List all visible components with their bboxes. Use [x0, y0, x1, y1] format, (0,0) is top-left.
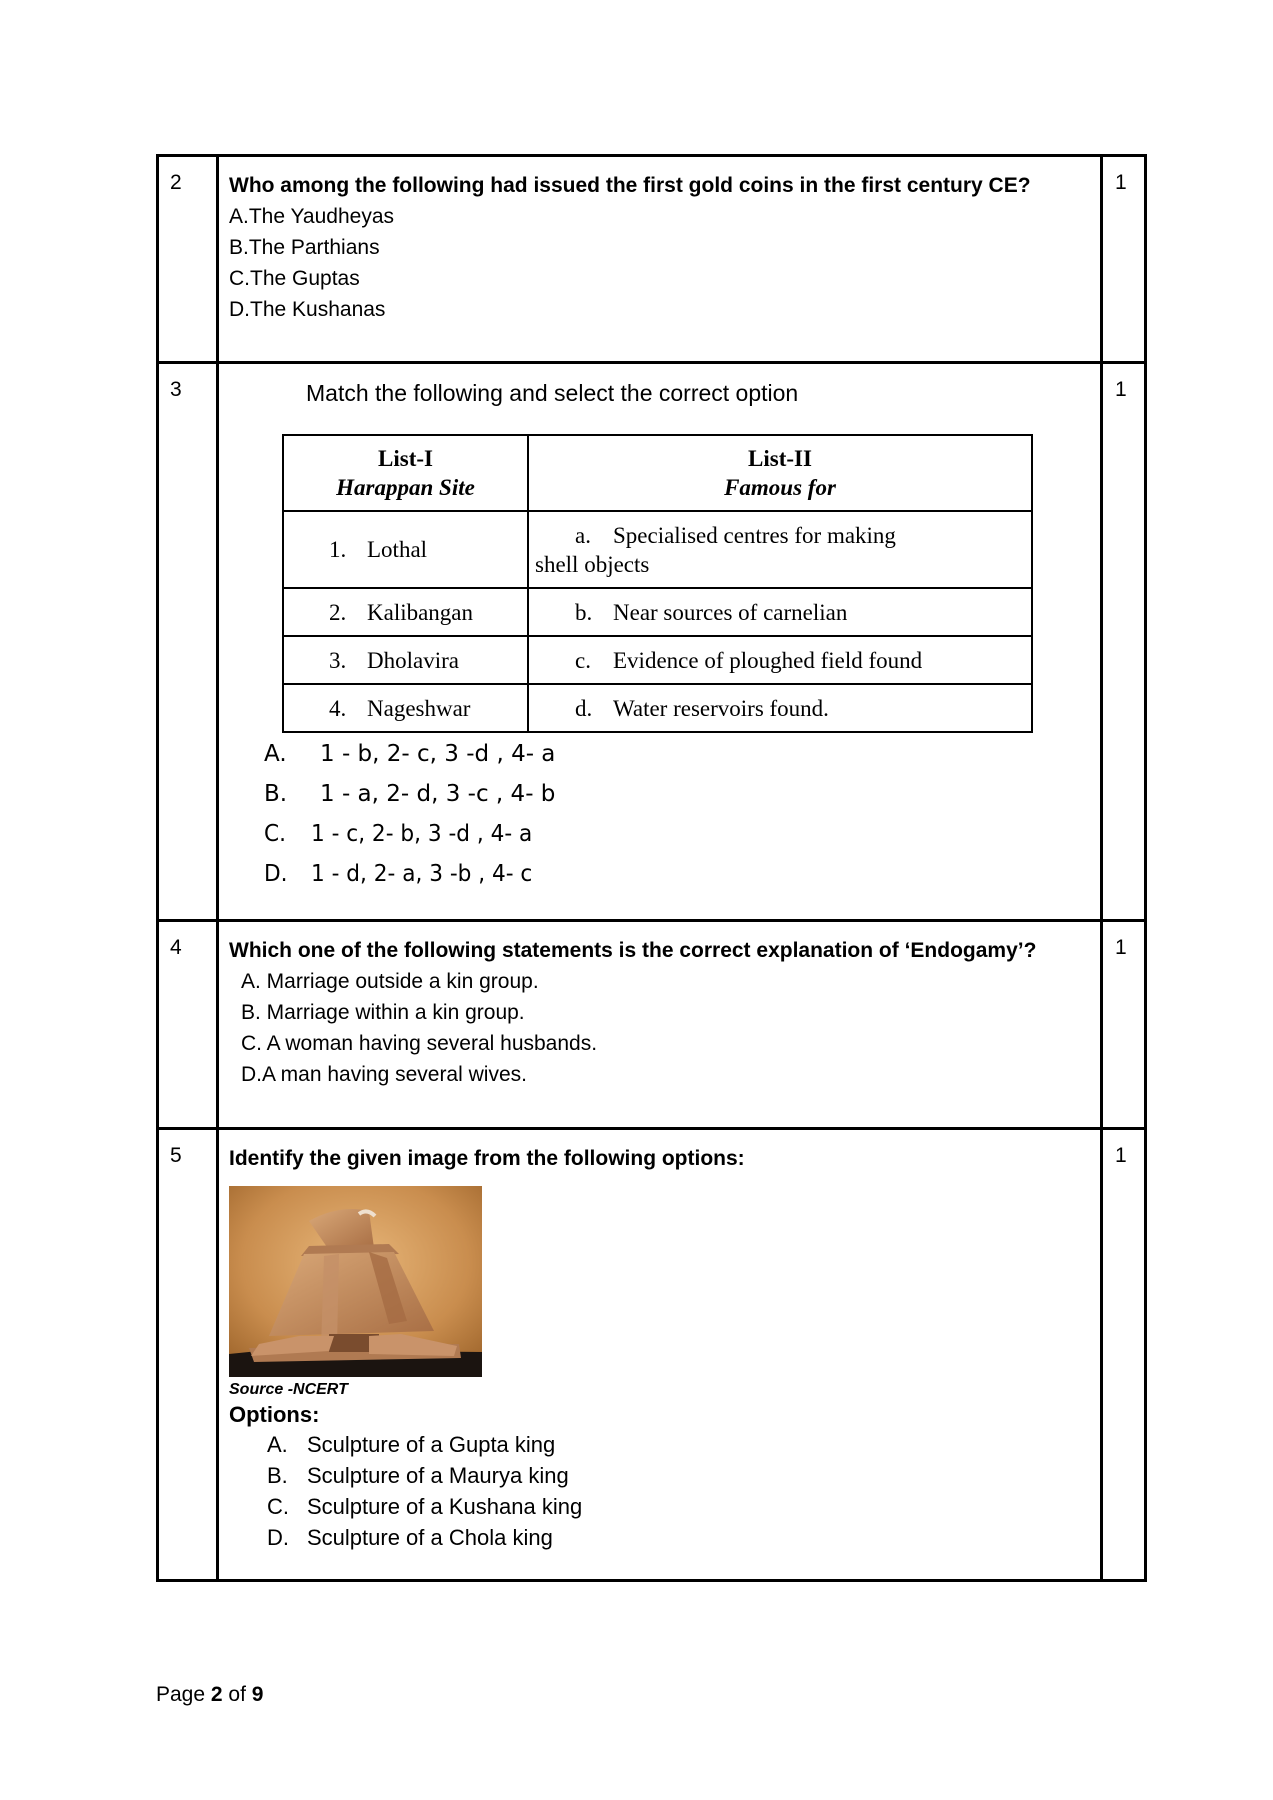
option-text: 1 - d, 2- a, 3 -b , 4- c	[311, 861, 533, 887]
row-label: d.	[575, 695, 593, 721]
option-label: D.	[264, 861, 288, 887]
match-right-cell	[528, 636, 1032, 684]
option-text: 1 - a, 2- d, 3 -c , 4- b	[320, 781, 556, 807]
famous-for: Near sources of carnelian	[613, 599, 848, 625]
page-number	[156, 1683, 263, 1707]
page-of: of	[222, 1683, 252, 1706]
question-text: Who among the following had issued the first gold coins in the first century CE?	[229, 174, 1031, 197]
question-text: Match the following and select the correct option	[306, 380, 799, 406]
total-pages: 9	[251, 1683, 264, 1706]
option: A.The Yaudheyas	[229, 205, 395, 228]
question-text: Identify the given image from the following options:	[229, 1147, 745, 1170]
question-text: Which one of the following statements is the correct explanation of ‘Endogamy’?	[229, 939, 1037, 962]
header-title: List-II	[748, 446, 812, 471]
sculpture-image	[229, 1186, 482, 1377]
question-marks: 1	[1102, 156, 1146, 363]
question-body	[218, 921, 1102, 1129]
question-marks: 1	[1102, 921, 1146, 1129]
row-label: 4.	[329, 695, 347, 721]
question-number: 5	[158, 1129, 218, 1581]
option-label: D.	[267, 1525, 289, 1550]
option: C.The Guptas	[229, 267, 360, 290]
option-text: Sculpture of a Maurya king	[307, 1463, 569, 1488]
match-row	[283, 636, 1032, 684]
option-text: Sculpture of a Gupta king	[307, 1432, 556, 1457]
match-row	[283, 588, 1032, 636]
option-label: A.	[264, 741, 287, 767]
match-right-cell	[528, 588, 1032, 636]
match-left-cell	[283, 636, 528, 684]
site-name: Lothal	[367, 537, 428, 562]
row-label: a.	[575, 522, 591, 548]
options-heading: Options:	[229, 1402, 320, 1427]
question-table	[156, 154, 1147, 1582]
page-prefix: Page	[156, 1683, 211, 1706]
option: C. A woman having several husbands.	[241, 1032, 598, 1055]
header-subtitle: Harappan Site	[336, 475, 475, 500]
question-number: 3	[158, 363, 218, 921]
option	[264, 816, 1040, 856]
row-label: 1.	[329, 537, 347, 562]
header-subtitle: Famous for	[724, 475, 836, 500]
famous-for: Water reservoirs found.	[613, 695, 829, 721]
question-row	[158, 363, 1146, 921]
row-label: b.	[575, 599, 593, 625]
image-source: Source -NCERT	[229, 1381, 348, 1398]
option-label: A.	[267, 1432, 288, 1457]
question-body	[218, 363, 1102, 921]
famous-for: Specialised centres for making	[613, 522, 896, 548]
question-marks: 1	[1102, 1129, 1146, 1581]
option	[264, 736, 1090, 776]
site-name: Kalibangan	[367, 599, 474, 625]
option-list	[264, 736, 1090, 896]
option: B. Marriage within a kin group.	[241, 1001, 525, 1024]
option-text: Sculpture of a Chola king	[307, 1525, 553, 1550]
famous-for-cont: shell objects	[535, 551, 650, 577]
option-label: B.	[267, 1463, 288, 1488]
row-label: 2.	[329, 599, 347, 625]
match-table	[282, 434, 1033, 733]
site-name: Dholavira	[367, 647, 459, 673]
row-label: 3.	[329, 647, 347, 673]
option-text: 1 - b, 2- c, 3 -d , 4- a	[320, 741, 556, 767]
option	[267, 1491, 1090, 1522]
option	[264, 856, 1040, 896]
question-number: 2	[158, 156, 218, 363]
option: A. Marriage outside a kin group.	[241, 970, 539, 993]
match-left-cell	[283, 684, 528, 732]
option: B.The Parthians	[229, 236, 380, 259]
option-list	[229, 1429, 1090, 1553]
option-text: 1 - c, 2- b, 3 -d , 4- a	[311, 821, 533, 847]
option-label: C.	[264, 821, 286, 847]
option	[267, 1429, 1090, 1460]
question-marks: 1	[1102, 363, 1146, 921]
match-row	[283, 511, 1032, 588]
option	[264, 776, 1090, 816]
question-row	[158, 156, 1146, 363]
match-row	[283, 684, 1032, 732]
option	[267, 1460, 1090, 1491]
match-right-cell	[528, 684, 1032, 732]
row-label: c.	[575, 647, 591, 673]
option: D.The Kushanas	[229, 298, 386, 321]
option-text: Sculpture of a Kushana king	[307, 1494, 583, 1519]
match-right-cell	[528, 511, 1032, 588]
option-list	[229, 966, 1090, 1090]
famous-for: Evidence of ploughed field found	[613, 647, 923, 673]
option: D.A man having several wives.	[241, 1063, 527, 1086]
question-body	[218, 156, 1102, 363]
option-label: C.	[267, 1494, 289, 1519]
option-list	[229, 201, 1090, 325]
match-left-cell	[283, 511, 528, 588]
option	[267, 1522, 1090, 1553]
match-header-list-1	[283, 435, 528, 511]
header-title: List-I	[378, 446, 433, 471]
question-row	[158, 921, 1146, 1129]
question-row	[158, 1129, 1146, 1581]
question-number: 4	[158, 921, 218, 1129]
site-name: Nageshwar	[367, 695, 471, 721]
option-label: B.	[264, 781, 288, 807]
current-page: 2	[210, 1683, 223, 1706]
match-left-cell	[283, 588, 528, 636]
question-body	[218, 1129, 1102, 1581]
match-header-list-2	[528, 435, 1032, 511]
